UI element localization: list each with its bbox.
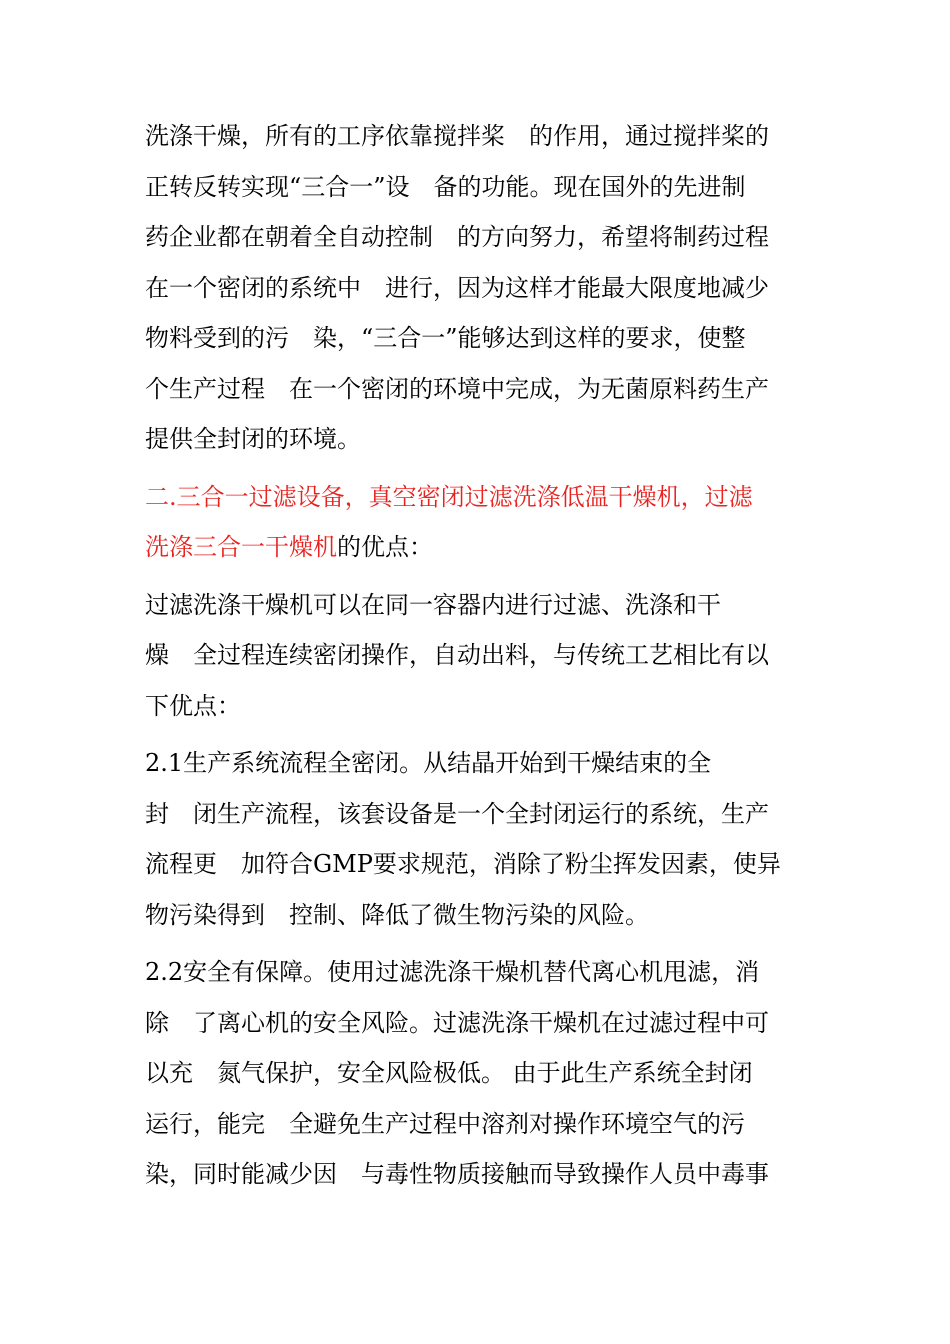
paragraph-4 bbox=[145, 947, 815, 1200]
text-line: 运行，能完 全避免生产过程中溶剂对操作环境空气的污 bbox=[145, 1109, 745, 1138]
section-heading bbox=[145, 472, 815, 573]
paragraph-gap bbox=[145, 731, 815, 738]
paragraph-gap bbox=[145, 465, 815, 472]
heading-line-2 bbox=[145, 522, 815, 573]
heading-line-1 bbox=[145, 472, 815, 523]
text-line: 流程更 加符合GMP要求规范，消除了粉尘挥发因素，使异 bbox=[145, 850, 781, 878]
text-line: 物污染得到 控制、降低了微生物污染的风险。 bbox=[145, 900, 649, 929]
document-body bbox=[145, 111, 815, 1200]
text-line: 以充 氮气保护，安全风险极低。 由于此生产系统全封闭 bbox=[145, 1059, 753, 1087]
heading-keywords: 洗涤三合一干燥机 bbox=[145, 533, 337, 561]
paragraph-1 bbox=[145, 111, 815, 465]
text-line: 染，同时能减少因 与毒性物质接触而导致操作人员中毒事 bbox=[145, 1160, 769, 1188]
text-line: 提供全封闭的环境。 bbox=[145, 425, 361, 453]
heading-number: 二. bbox=[145, 482, 177, 511]
paragraph-gap bbox=[145, 940, 815, 947]
paragraph-3 bbox=[145, 738, 815, 940]
text-line: 物料受到的污 染，“三合一”能够达到这样的要求，使整 bbox=[145, 324, 746, 352]
heading-suffix: 的优点： bbox=[337, 533, 433, 561]
text-line: 2.1生产系统流程全密闭。从结晶开始到干燥结束的全 bbox=[145, 749, 712, 777]
heading-keywords: 三合一过滤设备，真空密闭过滤洗涤低温干燥机，过滤 bbox=[176, 482, 753, 511]
text-line: 洗涤干燥，所有的工序依靠搅拌桨 的作用，通过搅拌桨的 bbox=[145, 122, 769, 150]
text-line: 正转反转实现“三合一”设 备的功能。现在国外的先进制 bbox=[145, 172, 746, 201]
text-line: 药企业都在朝着全自动控制 的方向努力，希望将制药过程 bbox=[145, 223, 769, 251]
paragraph-gap bbox=[145, 573, 815, 580]
text-line: 个生产过程 在一个密闭的环境中完成，为无菌原料药生产 bbox=[145, 374, 769, 403]
text-line: 下优点： bbox=[145, 691, 241, 720]
text-line: 2.2安全有保障。使用过滤洗涤干燥机替代离心机甩滤，消 bbox=[145, 958, 760, 986]
text-line: 封 闭生产流程，该套设备是一个全封闭运行的系统，生产 bbox=[145, 799, 769, 828]
text-line: 燥 全过程连续密闭操作，自动出料，与传统工艺相比有以 bbox=[145, 641, 769, 669]
paragraph-2 bbox=[145, 580, 815, 732]
text-line: 过滤洗涤干燥机可以在同一容器内进行过滤、洗涤和干 bbox=[145, 590, 721, 619]
text-line: 除 了离心机的安全风险。过滤洗涤干燥机在过滤过程中可 bbox=[145, 1008, 769, 1037]
text-line: 在一个密闭的系统中 进行，因为这样才能最大限度地减少 bbox=[145, 273, 769, 302]
